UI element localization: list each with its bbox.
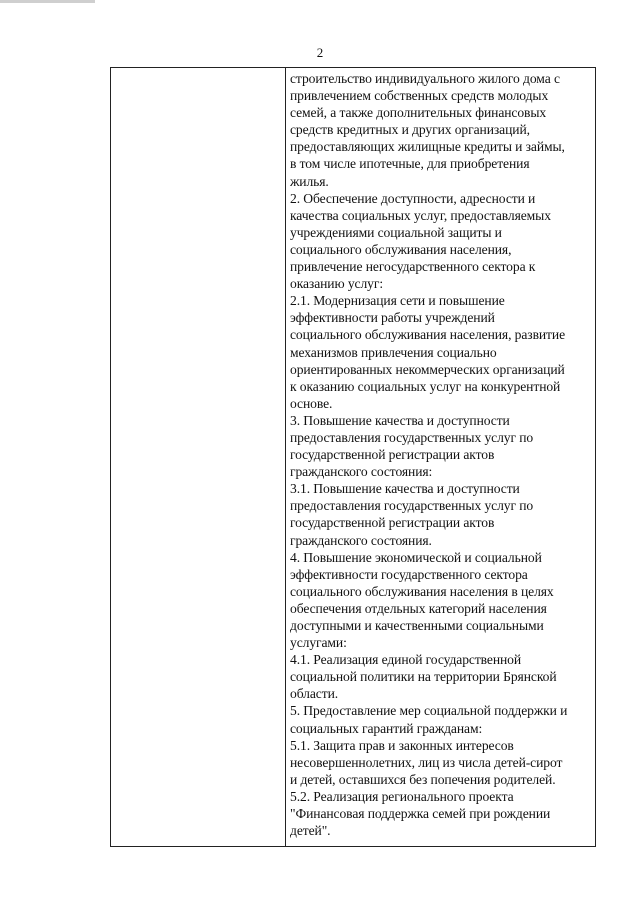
text-line: к оказанию социальных услуг на конкурентной <box>290 378 561 394</box>
text-line: жилья. <box>290 173 329 189</box>
text-line: механизмов привлечения социально <box>290 344 497 360</box>
text-line: семей, а также дополнительных финансовых <box>290 105 547 121</box>
text-line: ориентированных некоммерческих организаций <box>290 361 565 377</box>
text-line: обеспечения отдельных категорий населения <box>290 600 547 616</box>
text-line: социального обслуживания населения в целях <box>290 583 554 599</box>
text-line: качества социальных услуг, предоставляемых <box>290 207 551 223</box>
text-line: и детей, оставшихся без попечения родителей. <box>290 771 556 787</box>
text-line: области. <box>290 686 339 702</box>
text-line: государственной регистрации актов <box>290 447 495 463</box>
text-line: предоставляющих жилищные кредиты и займы, <box>290 139 565 155</box>
text-line: 3. Повышение качества и доступности <box>290 412 510 428</box>
text-line: 5.2. Реализация регионального проекта <box>290 788 514 804</box>
text-line: эффективности работы учреждений <box>290 310 495 326</box>
text-line: государственной регистрации актов <box>290 515 495 531</box>
text-line: учреждениями социальной защиты и <box>290 224 502 240</box>
text-line: оказанию услуг: <box>290 276 383 292</box>
text-line: 2. Обеспечение доступности, адресности и <box>290 190 536 206</box>
text-line: "Финансовая поддержка семей при рождении <box>290 806 551 822</box>
text-line: услугами: <box>290 635 347 651</box>
text-line: несовершеннолетних, лиц из числа детей-сирот <box>290 754 563 770</box>
text-line: гражданского состояния: <box>290 464 433 480</box>
text-line: детей". <box>290 823 331 839</box>
text-line: социальных гарантий гражданам: <box>290 720 483 736</box>
page-number: 2 <box>316 45 324 60</box>
text-line: основе. <box>290 395 333 411</box>
text-line: социальной политики на территории Брянской <box>290 669 557 685</box>
text-line: 4.1. Реализация единой государственной <box>290 652 522 668</box>
table-right-cell <box>290 70 591 839</box>
table-column-divider <box>285 68 286 846</box>
text-line: социального обслуживания населения, <box>290 241 512 257</box>
text-line: средств кредитных и других организаций, <box>290 122 530 138</box>
document-table <box>110 67 596 847</box>
text-line: предоставления государственных услуг по <box>290 429 534 445</box>
text-line: строительство индивидуального жилого дома с <box>290 71 560 86</box>
text-line: 2.1. Модернизация сети и повышение <box>290 293 505 309</box>
text-line: предоставления государственных услуг по <box>290 498 534 514</box>
text-line: в том числе ипотечные, для приобретения <box>290 156 530 172</box>
text-line: 5. Предоставление мер социальной поддержки и <box>290 703 568 719</box>
text-line: доступными и качественными социальными <box>290 618 544 633</box>
text-line: 5.1. Защита прав и законных интересов <box>290 737 514 753</box>
text-line: 4. Повышение экономической и социальной <box>290 549 542 565</box>
text-line: привлечением собственных средств молодых <box>290 88 549 104</box>
text-line: 3.1. Повышение качества и доступности <box>290 481 520 497</box>
text-line: социального обслуживания населения, развитие <box>290 327 566 343</box>
table-left-cell <box>111 68 285 846</box>
text-line: гражданского состояния. <box>290 532 432 548</box>
text-line: привлечение негосударственного сектора к <box>290 259 536 275</box>
scan-artifact <box>0 0 95 3</box>
text-line: эффективности государственного сектора <box>290 566 528 582</box>
